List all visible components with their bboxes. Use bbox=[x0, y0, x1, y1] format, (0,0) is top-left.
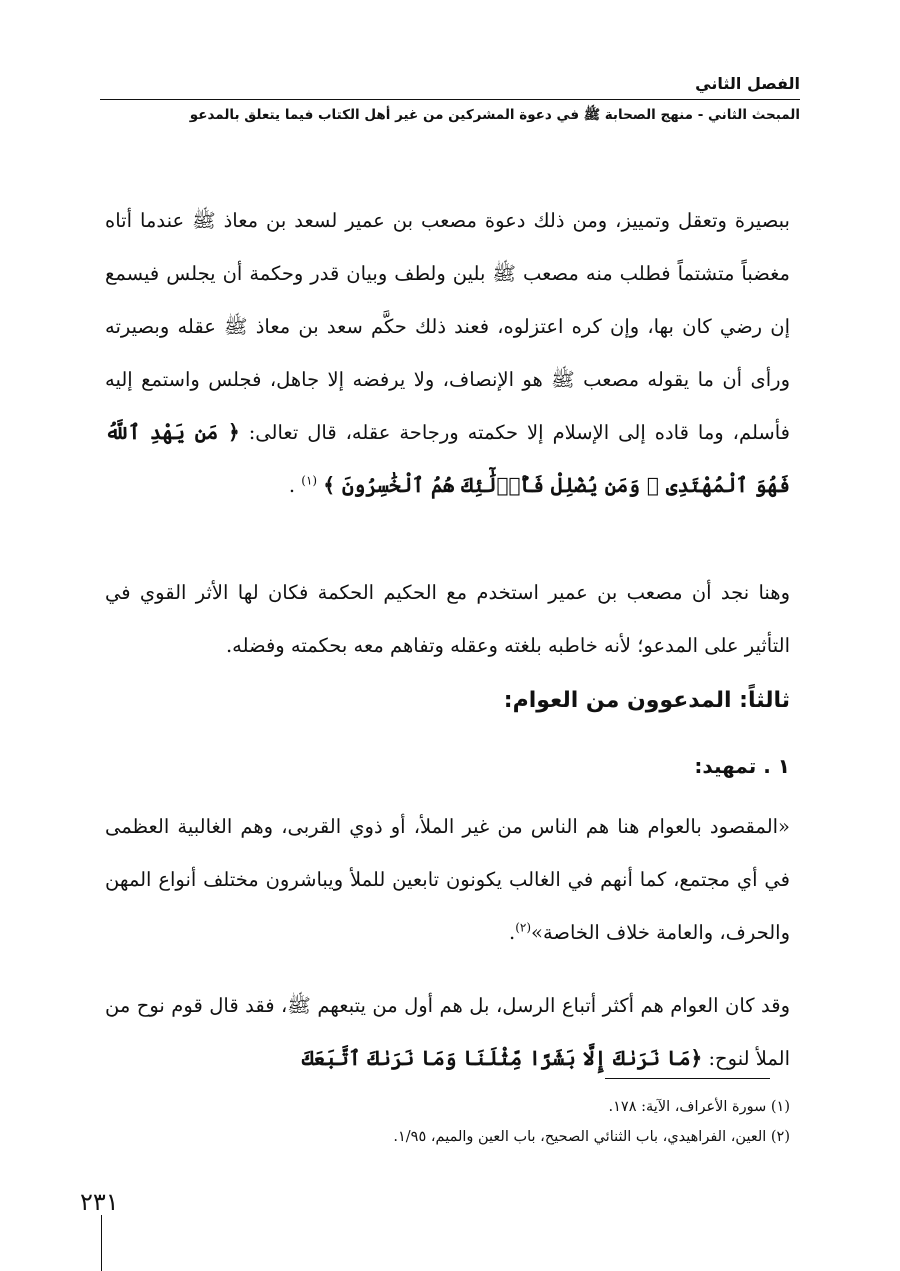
footnotes bbox=[105, 1092, 790, 1152]
header-rule bbox=[100, 99, 800, 100]
footnote-rule bbox=[605, 1078, 770, 1079]
paragraph-conclusion: وهنا نجد أن مصعب بن عمير استخدم مع الحكيم الحكمة فكان لها الأثر القوي في التأثير على المدعو؛ لأنه خاطبه بلغته وعقله وتفاهم معه بحكمته وفضله. bbox=[105, 581, 790, 657]
paragraph-text: وقد كان العوام هم أكثر أتباع الرسل، بل هم أول من يتبعهم ﷺ، فقد قال قوم نوح من الملأ لنوح: bbox=[105, 994, 790, 1070]
body-text-bottom bbox=[105, 800, 790, 1085]
quran-verse: ﴿ مَن يَهْدِ ٱللَّهُ فَهُوَ ٱلْمُهْتَدِى ۖ وَمَن يُضْلِلْ فَأُو۟لَٰٓئِكَ هُمُ ٱلْخَٰسِرُونَ ﴾ bbox=[105, 420, 790, 497]
footnote-2: (٢) العين، الفراهيدي، باب الثنائي الصحيح، باب العين والميم، ١/٩٥. bbox=[393, 1129, 790, 1145]
paragraph-end: . bbox=[288, 474, 296, 497]
body-text-top bbox=[105, 194, 790, 672]
quran-verse: ﴿مَا نَرَىٰكَ إِلَّا بَشَرًا مِّثْلَنَا وَمَا نَرَىٰكَ ٱتَّبَعَكَ bbox=[301, 1046, 703, 1070]
running-header-chapter: الفصل الثاني bbox=[695, 74, 800, 93]
footnote-ref-1[interactable]: (١) bbox=[301, 473, 318, 488]
page-number: ٢٣١ bbox=[80, 1188, 119, 1216]
paragraph-text: «المقصود بالعوام هنا هم الناس من غير الملأ، أو ذوي القربى، وهم الغالبية العظمى في أي مجتمع، كما أنهم في الغالب يكونون تابعين للملأ ويباشرون مختلف أنواع المهن والحرف، والعامة خلاف الخاصة» bbox=[105, 815, 790, 944]
subsection-heading: ١ . تمهيد: bbox=[694, 754, 790, 778]
paragraph-followers bbox=[105, 979, 790, 1085]
footnote-1: (١) سورة الأعراف، الآية: ١٧٨. bbox=[608, 1099, 790, 1115]
running-header-section: المبحث الثاني - منهج الصحابة ﷺ في دعوة المشركين من غير أهل الكتاب فيما يتعلق بالمدعو bbox=[189, 107, 800, 123]
paragraph-end: . bbox=[508, 921, 516, 944]
paragraph-definition bbox=[105, 800, 790, 959]
paragraph-text: ببصيرة وتعقل وتمييز، ومن ذلك دعوة مصعب بن عمير لسعد بن معاذ ﷺ عندما أتاه مغضباً متشتماً فطلب منه مصعب ﷺ بلين ولطف وبيان قدر وحكمة أن يجلس فيسمع إن رضي كان بها، وإن كره اعتزلوه، فعند ذلك حكَّم سعد بن معاذ ﷺ عقله وبصيرته ورأى أن ما يقوله مصعب ﷺ هو الإنصاف، ولا يرفضه إلا جاهل، فجلس واستمع إليه فأسلم، وما قاده إلى الإسلام إلا حكمته ورجاحة عقله، قال تعالى: bbox=[105, 209, 791, 444]
footnote-ref-2[interactable]: (٢) bbox=[515, 920, 532, 935]
section-heading: ثالثاً: المدعوون من العوام: bbox=[503, 688, 790, 713]
gutter-line bbox=[101, 1215, 102, 1271]
paragraph-mus-ab bbox=[105, 194, 790, 566]
